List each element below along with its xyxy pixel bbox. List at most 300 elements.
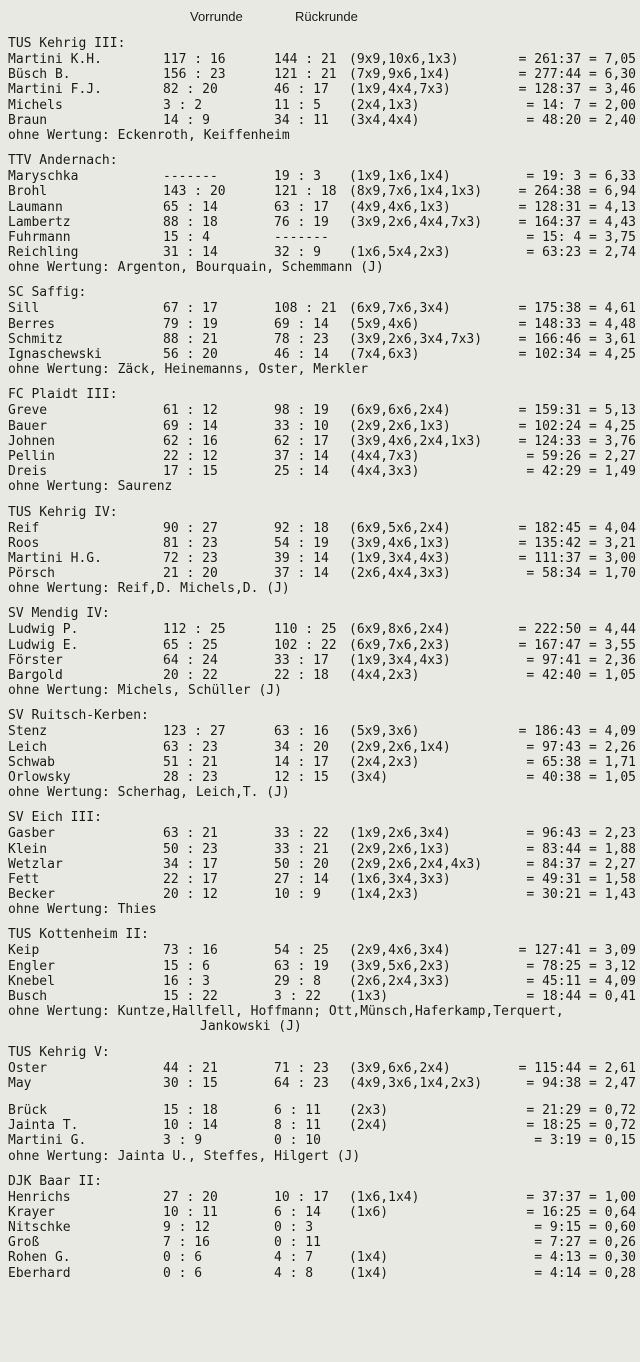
game-detail: (6x9,7x6,2x3) [349, 637, 451, 653]
rueckrunde-score: 10 : 17 [274, 1189, 329, 1205]
game-detail: (1x6,3x4,3x3) [349, 871, 451, 887]
game-detail: (2x4,1x3) [349, 97, 420, 113]
team-block [8, 36, 636, 143]
player-row [8, 770, 636, 785]
player-name: Roos [8, 535, 40, 551]
player-row [8, 332, 636, 347]
player-row [8, 67, 636, 82]
game-detail: (2x9,2x6,1x3) [349, 418, 451, 434]
player-row [8, 959, 636, 974]
vorrunde-score: 50 : 23 [163, 841, 218, 857]
vorrunde-score: 64 : 24 [163, 652, 218, 668]
game-detail: (1x4,2x3) [349, 887, 420, 903]
team-block [8, 505, 636, 597]
total-score: = 7:27 = 0,26 [534, 1235, 636, 1251]
rueckrunde-score: 4 : 7 [274, 1250, 314, 1266]
player-row [8, 184, 636, 199]
team-name: TUS Kehrig IV: [8, 504, 118, 520]
total-score: = 49:31 = 1,58 [526, 871, 636, 887]
rueckrunde-score: 92 : 18 [274, 520, 329, 536]
total-score: = 182:45 = 4,04 [518, 520, 636, 536]
vorrunde-score: 0 : 6 [163, 1250, 203, 1266]
game-detail: (2x9,2x6,1x3) [349, 841, 451, 857]
game-detail: (8x9,7x6,1x4,1x3) [349, 184, 483, 200]
rueckrunde-score: 108 : 21 [274, 301, 337, 317]
game-detail: (1x9,3x4,4x3) [349, 550, 451, 566]
game-detail: (1x4) [349, 1265, 389, 1281]
total-score: = 4:13 = 0,30 [534, 1250, 636, 1266]
vorrunde-score: 112 : 25 [163, 622, 226, 638]
vorrunde-score: 156 : 23 [163, 67, 226, 83]
total-score: = 115:44 = 2,61 [518, 1060, 636, 1076]
player-row [8, 215, 636, 230]
player-row [8, 536, 636, 551]
player-row [8, 826, 636, 841]
vorrunde-score: 63 : 21 [163, 826, 218, 842]
vorrunde-score: 82 : 20 [163, 82, 218, 98]
vorrunde-score: 90 : 27 [163, 520, 218, 536]
player-name: Busch [8, 989, 48, 1004]
player-row [8, 638, 636, 653]
game-detail: (3x9,2x6,4x4,7x3) [349, 214, 483, 230]
total-score: = 124:33 = 3,76 [518, 433, 636, 449]
team-name: TUS Kottenheim II: [8, 927, 149, 943]
ohne-wertung: Jankowski (J) [200, 1019, 302, 1035]
vorrunde-score: 7 : 16 [163, 1235, 210, 1251]
player-row [8, 434, 636, 449]
total-score: = 58:34 = 1,70 [526, 566, 636, 582]
rueckrunde-score: 64 : 23 [274, 1075, 329, 1091]
game-detail: (3x4,4x4) [349, 112, 420, 128]
rueckrunde-score: 39 : 14 [274, 550, 329, 566]
vorrunde-score: 88 : 21 [163, 331, 218, 347]
team-name: SC Saffig: [8, 285, 87, 301]
game-detail: (3x9,4x6,1x3) [349, 535, 451, 551]
rueckrunde-score: 71 : 23 [274, 1060, 329, 1076]
player-name: Büsch B. [8, 67, 71, 83]
game-detail: (9x9,10x6,1x3) [349, 52, 459, 67]
vorrunde-score: 81 : 23 [163, 535, 218, 551]
team-name: SV Mendig IV: [8, 606, 110, 622]
player-row [8, 1190, 636, 1205]
vorrunde-score: 62 : 16 [163, 433, 218, 449]
player-row [8, 974, 636, 989]
rueckrunde-score: 46 : 14 [274, 347, 329, 362]
player-name: Brück [8, 1102, 48, 1118]
vorrunde-score: 30 : 15 [163, 1075, 218, 1091]
game-detail: (7x9,9x6,1x4) [349, 67, 451, 83]
rueckrunde-score: 102 : 22 [274, 637, 337, 653]
vorrunde-score: 117 : 16 [163, 52, 226, 67]
player-row [8, 113, 636, 128]
player-row [8, 52, 636, 67]
player-name: Keip [8, 943, 40, 959]
vorrunde-score: 0 : 6 [163, 1265, 203, 1281]
player-row [8, 842, 636, 857]
game-detail: (1x9,4x4,7x3) [349, 82, 451, 98]
vorrunde-score: 79 : 19 [163, 316, 218, 332]
ohne-wertung: ohne Wertung: Argenton, Bourquain, Schemmann (J) [8, 260, 384, 276]
player-name: Ludwig E. [8, 637, 79, 653]
player-name: Fuhrmann [8, 229, 71, 245]
vorrunde-score: 20 : 12 [163, 887, 218, 903]
vorrunde-score: 61 : 12 [163, 403, 218, 419]
total-score: = 45:11 = 4,09 [526, 973, 636, 989]
rueckrunde-score: 50 : 20 [274, 856, 329, 872]
player-row [8, 230, 636, 245]
vorrunde-score: 10 : 14 [163, 1118, 218, 1134]
rueckrunde-score: 11 : 5 [274, 97, 321, 113]
game-detail: (4x4,7x3) [349, 448, 420, 464]
vorrunde-score: 67 : 17 [163, 301, 218, 317]
player-row [8, 887, 636, 902]
game-detail: (3x9,6x6,2x4) [349, 1060, 451, 1076]
game-detail: (1x3) [349, 989, 389, 1004]
ohne-wertung: ohne Wertung: Michels, Schüller (J) [8, 683, 282, 699]
total-score: = 40:38 = 1,05 [526, 769, 636, 785]
team-block [8, 927, 636, 1034]
vorrunde-score: 73 : 16 [163, 943, 218, 959]
player-row [8, 724, 636, 739]
player-name: Ignaschewski [8, 347, 102, 362]
rueckrunde-score: 33 : 22 [274, 826, 329, 842]
game-detail: (3x9,5x6,2x3) [349, 958, 451, 974]
player-name: Martini F.J. [8, 82, 102, 98]
rueckrunde-score: ------- [274, 229, 329, 245]
vorrunde-score: 15 : 22 [163, 989, 218, 1004]
rueckrunde-score: 37 : 14 [274, 448, 329, 464]
player-name: Förster [8, 652, 63, 668]
rueckrunde-score: 34 : 20 [274, 739, 329, 755]
spacer [8, 1091, 636, 1103]
vorrunde-score: 14 : 9 [163, 112, 210, 128]
team-block [8, 285, 636, 377]
total-score: = 148:33 = 4,48 [518, 316, 636, 332]
vorrunde-score: 3 : 9 [163, 1133, 203, 1149]
rueckrunde-score: 121 : 18 [274, 184, 337, 200]
player-name: Fett [8, 871, 40, 887]
game-detail: (6x9,6x6,2x4) [349, 403, 451, 419]
total-score: = 3:19 = 0,15 [534, 1133, 636, 1149]
total-score: = 65:38 = 1,71 [526, 754, 636, 770]
total-score: = 164:37 = 4,43 [518, 214, 636, 230]
player-row [8, 1061, 636, 1076]
total-score: = 261:37 = 7,05 [518, 52, 636, 67]
vorrunde-score: 10 : 11 [163, 1204, 218, 1220]
team-name: SV Eich III: [8, 810, 102, 826]
rueckrunde-score: 4 : 8 [274, 1265, 314, 1281]
player-row [8, 98, 636, 113]
game-detail: (2x6,4x4,3x3) [349, 566, 451, 582]
player-row [8, 301, 636, 316]
vorrunde-score: 63 : 23 [163, 739, 218, 755]
ohne-wertung: ohne Wertung: Thies [8, 902, 157, 918]
game-detail: (4x9,4x6,1x3) [349, 199, 451, 215]
game-detail: (6x9,5x6,2x4) [349, 520, 451, 536]
total-score: = 16:25 = 0,64 [526, 1204, 636, 1220]
rueckrunde-score: 121 : 21 [274, 67, 337, 83]
vorrunde-score: 15 : 4 [163, 229, 210, 245]
player-row [8, 622, 636, 637]
total-score: = 128:37 = 3,46 [518, 82, 636, 98]
player-name: Reichling [8, 245, 79, 261]
player-row [8, 82, 636, 97]
game-detail: (4x4,3x3) [349, 464, 420, 480]
total-score: = 63:23 = 2,74 [526, 245, 636, 261]
total-score: = 96:43 = 2,23 [526, 826, 636, 842]
rueckrunde-score: 54 : 25 [274, 943, 329, 959]
total-score: = 18:44 = 0,41 [526, 989, 636, 1004]
rueckrunde-score: 0 : 10 [274, 1133, 321, 1149]
total-score: = 42:40 = 1,05 [526, 668, 636, 683]
player-name: Ludwig P. [8, 622, 79, 638]
vorrunde-score: 15 : 6 [163, 958, 210, 974]
vorrunde-score: 143 : 20 [163, 184, 226, 200]
team-block [8, 1045, 636, 1164]
total-score: = 277:44 = 6,30 [518, 67, 636, 83]
vorrunde-score: 3 : 2 [163, 97, 203, 113]
player-name: Klein [8, 841, 48, 857]
player-name: Maryschka [8, 169, 79, 185]
ohne-wertung: ohne Wertung: Jainta U., Steffes, Hilgert (J) [8, 1148, 361, 1164]
player-name: Martini K.H. [8, 52, 102, 67]
vorrunde-score: 69 : 14 [163, 418, 218, 434]
game-detail: (2x6,2x4,3x3) [349, 973, 451, 989]
player-name: Schmitz [8, 331, 63, 347]
player-name: Lambertz [8, 214, 71, 230]
total-score: = 102:34 = 4,25 [518, 347, 636, 362]
rueckrunde-score: 25 : 14 [274, 464, 329, 480]
player-row [8, 245, 636, 260]
game-detail: (1x9,3x4,4x3) [349, 652, 451, 668]
player-name: Engler [8, 958, 55, 974]
game-detail: (1x6,1x4) [349, 1189, 420, 1205]
ohne-wertung: ohne Wertung: Eckenroth, Keiffenheim [8, 127, 290, 143]
player-name: Jainta T. [8, 1118, 79, 1134]
vorrunde-score: 22 : 12 [163, 448, 218, 464]
player-row [8, 872, 636, 887]
rueckrunde-score: 10 : 9 [274, 887, 321, 903]
total-score: = 127:41 = 3,09 [518, 943, 636, 959]
player-row [8, 169, 636, 184]
rueckrunde-score: 12 : 15 [274, 769, 329, 785]
total-score: = 159:31 = 5,13 [518, 403, 636, 419]
player-name: Leich [8, 739, 48, 755]
vorrunde-score: 17 : 15 [163, 464, 218, 480]
player-name: Pörsch [8, 566, 55, 582]
header-rueckrunde: Rückrunde [295, 9, 358, 24]
rueckrunde-score: 98 : 19 [274, 403, 329, 419]
total-score: = 14: 7 = 2,00 [526, 97, 636, 113]
player-name: Greve [8, 403, 48, 419]
game-detail: (5x9,3x6) [349, 724, 420, 740]
vorrunde-score: 88 : 18 [163, 214, 218, 230]
vorrunde-score: 44 : 21 [163, 1060, 218, 1076]
player-name: Krayer [8, 1204, 55, 1220]
player-row [8, 347, 636, 362]
total-score: = 102:24 = 4,25 [518, 418, 636, 434]
player-row [8, 989, 636, 1004]
player-row [8, 1266, 636, 1281]
player-name: Pellin [8, 448, 55, 464]
ohne-wertung: ohne Wertung: Scherhag, Leich,T. (J) [8, 785, 290, 801]
game-detail: (1x4) [349, 1250, 389, 1266]
total-score: = 30:21 = 1,43 [526, 887, 636, 903]
game-detail: (5x9,4x6) [349, 316, 420, 332]
player-row [8, 449, 636, 464]
team-block [8, 810, 636, 917]
player-name: Groß [8, 1235, 40, 1251]
total-score: = 97:43 = 2,26 [526, 739, 636, 755]
rueckrunde-score: 6 : 11 [274, 1102, 321, 1118]
vorrunde-score: 28 : 23 [163, 769, 218, 785]
game-detail: (2x9,2x6,1x4) [349, 739, 451, 755]
game-detail: (3x4) [349, 769, 389, 785]
player-row [8, 403, 636, 418]
vorrunde-score: 56 : 20 [163, 347, 218, 362]
team-name: SV Ruitsch-Kerben: [8, 708, 149, 724]
player-row [8, 419, 636, 434]
rueckrunde-score: 76 : 19 [274, 214, 329, 230]
player-row [8, 551, 636, 566]
player-name: Bargold [8, 668, 63, 683]
total-score: = 264:38 = 6,94 [518, 184, 636, 200]
ohne-wertung: ohne Wertung: Saurenz [8, 479, 173, 495]
team-name: TUS Kehrig III: [8, 36, 126, 51]
total-score: = 83:44 = 1,88 [526, 841, 636, 857]
player-name: Berres [8, 316, 55, 332]
player-row [8, 1250, 636, 1265]
vorrunde-score: 16 : 3 [163, 973, 210, 989]
column-header [0, 9, 640, 29]
game-detail: (1x9,1x6,1x4) [349, 169, 451, 185]
total-score: = 59:26 = 2,27 [526, 448, 636, 464]
vorrunde-score: 34 : 17 [163, 856, 218, 872]
rueckrunde-score: 33 : 21 [274, 841, 329, 857]
game-detail: (2x9,4x6,3x4) [349, 943, 451, 959]
rueckrunde-score: 63 : 17 [274, 199, 329, 215]
player-row [8, 1220, 636, 1235]
player-name: Braun [8, 112, 48, 128]
game-detail: (4x9,3x6,1x4,2x3) [349, 1075, 483, 1091]
team-block [8, 1174, 636, 1281]
player-name: Bauer [8, 418, 48, 434]
header-vorrunde: Vorrunde [190, 9, 243, 24]
total-score: = 111:37 = 3,00 [518, 550, 636, 566]
total-score: = 18:25 = 0,72 [526, 1118, 636, 1134]
rueckrunde-score: 0 : 11 [274, 1235, 321, 1251]
total-score: = 222:50 = 4,44 [518, 622, 636, 638]
total-score: = 19: 3 = 6,33 [526, 169, 636, 185]
player-row [8, 521, 636, 536]
total-score: = 4:14 = 0,28 [534, 1265, 636, 1281]
rueckrunde-score: 8 : 11 [274, 1118, 321, 1134]
total-score: = 21:29 = 0,72 [526, 1102, 636, 1118]
rueckrunde-score: 110 : 25 [274, 622, 337, 638]
vorrunde-score: 65 : 25 [163, 637, 218, 653]
rueckrunde-score: 63 : 16 [274, 724, 329, 740]
team-name: TUS Kehrig V: [8, 1044, 110, 1060]
player-row [8, 1103, 636, 1118]
rueckrunde-score: 3 : 22 [274, 989, 321, 1004]
game-detail: (6x9,7x6,3x4) [349, 301, 451, 317]
rueckrunde-score: 63 : 19 [274, 958, 329, 974]
vorrunde-score: 31 : 14 [163, 245, 218, 261]
vorrunde-score: 27 : 20 [163, 1189, 218, 1205]
game-detail: (1x9,2x6,3x4) [349, 826, 451, 842]
vorrunde-score: 65 : 14 [163, 199, 218, 215]
player-row [8, 200, 636, 215]
rueckrunde-score: 144 : 21 [274, 52, 337, 67]
game-detail: (6x9,8x6,2x4) [349, 622, 451, 638]
player-row [8, 566, 636, 581]
player-name: Wetzlar [8, 856, 63, 872]
team-block [8, 708, 636, 800]
player-row [8, 317, 636, 332]
player-row [8, 740, 636, 755]
rueckrunde-score: 69 : 14 [274, 316, 329, 332]
rueckrunde-score: 62 : 17 [274, 433, 329, 449]
total-score: = 97:41 = 2,36 [526, 652, 636, 668]
game-detail: (2x4) [349, 1118, 389, 1134]
game-detail: (3x9,2x6,3x4,7x3) [349, 331, 483, 347]
player-row [8, 464, 636, 479]
ohne-wertung: ohne Wertung: Zäck, Heinemanns, Oster, Merkler [8, 362, 369, 378]
team-block [8, 153, 636, 275]
rueckrunde-score: 29 : 8 [274, 973, 321, 989]
vorrunde-score: 21 : 20 [163, 566, 218, 582]
player-row [8, 943, 636, 958]
game-detail: (1x6) [349, 1204, 389, 1220]
player-name: Sill [8, 301, 40, 317]
vorrunde-score: 51 : 21 [163, 754, 218, 770]
total-score: = 42:29 = 1,49 [526, 464, 636, 480]
total-score: = 37:37 = 1,00 [526, 1189, 636, 1205]
game-detail: (3x9,4x6,2x4,1x3) [349, 433, 483, 449]
rueckrunde-score: 78 : 23 [274, 331, 329, 347]
vorrunde-score: 123 : 27 [163, 724, 226, 740]
rueckrunde-score: 37 : 14 [274, 566, 329, 582]
player-name: Michels [8, 97, 63, 113]
rueckrunde-score: 6 : 14 [274, 1204, 321, 1220]
game-detail: (2x3) [349, 1102, 389, 1118]
team-name: TTV Andernach: [8, 153, 118, 169]
player-name: Orlowsky [8, 769, 71, 785]
player-name: Rohen G. [8, 1250, 71, 1266]
player-row [8, 1076, 636, 1091]
results-list [8, 36, 636, 1291]
total-score: = 78:25 = 3,12 [526, 958, 636, 974]
vorrunde-score: 20 : 22 [163, 668, 218, 683]
player-name: Johnen [8, 433, 55, 449]
vorrunde-score: 72 : 23 [163, 550, 218, 566]
player-name: Laumann [8, 199, 63, 215]
rueckrunde-score: 27 : 14 [274, 871, 329, 887]
vorrunde-score: ------- [163, 169, 218, 185]
rueckrunde-score: 32 : 9 [274, 245, 321, 261]
player-row [8, 857, 636, 872]
rueckrunde-score: 33 : 10 [274, 418, 329, 434]
rueckrunde-score: 14 : 17 [274, 754, 329, 770]
player-row [8, 1133, 636, 1148]
total-score: = 166:46 = 3,61 [518, 331, 636, 347]
total-score: = 15: 4 = 3,75 [526, 229, 636, 245]
team-block [8, 606, 636, 698]
total-score: = 9:15 = 0,60 [534, 1220, 636, 1236]
player-name: Gasber [8, 826, 55, 842]
player-name: Becker [8, 887, 55, 903]
rueckrunde-score: 34 : 11 [274, 112, 329, 128]
